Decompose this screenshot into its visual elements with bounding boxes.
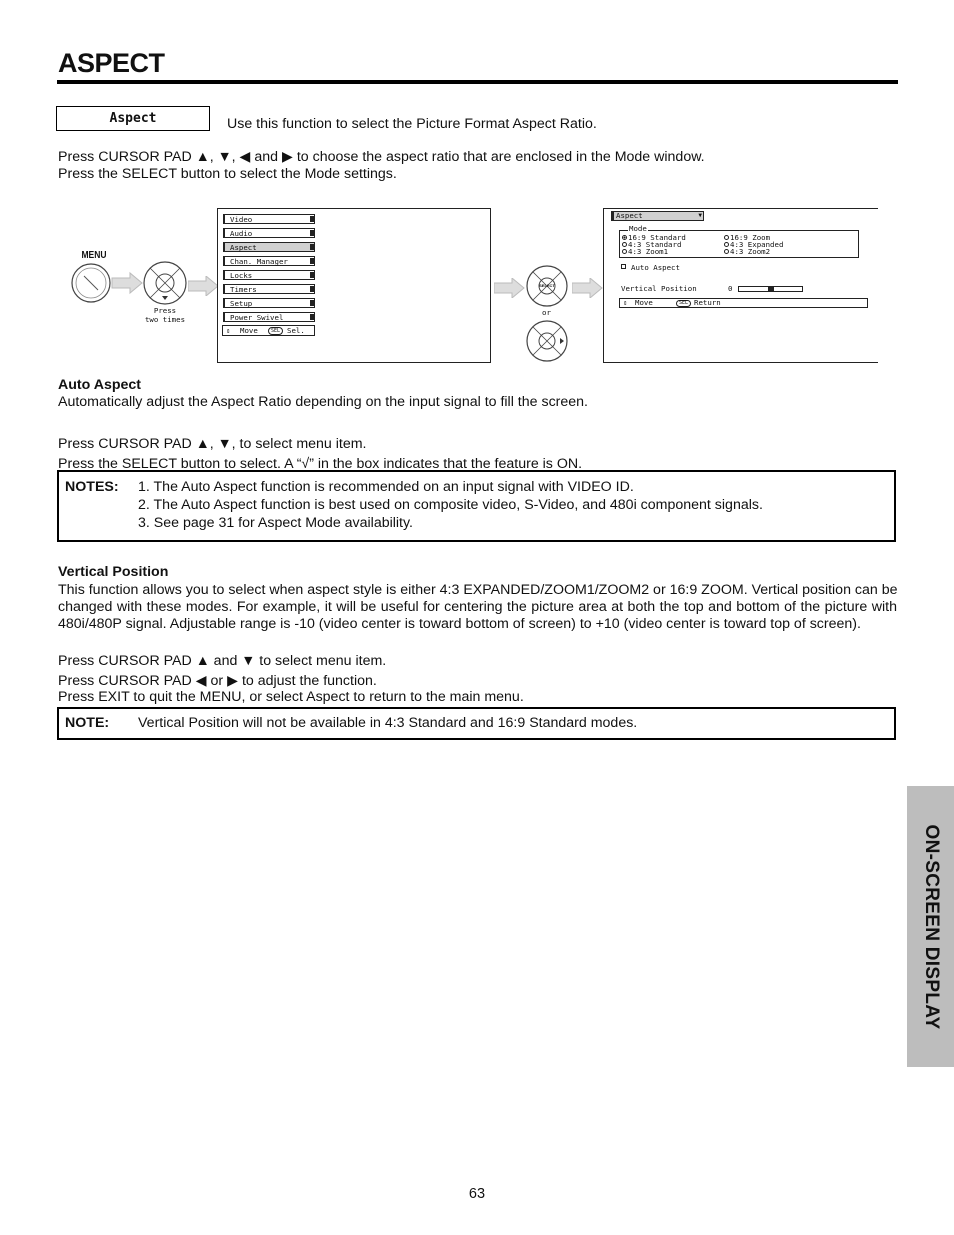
main-menu-footer (222, 325, 315, 336)
mode-option-label: 4:3 Expanded (730, 240, 784, 249)
vertical-position-para-2: changed with these modes. For example, it will be useful for centering the picture area at both the top and bottom of the picture with (58, 599, 897, 615)
slider-thumb[interactable] (768, 287, 774, 291)
mode-option-label: 4:3 Zoom1 (628, 247, 669, 256)
mode-option-label: 16:9 Zoom (730, 233, 771, 242)
vertical-position-para-1: This function allows you to select when aspect style is either 4:3 EXPANDED/ZOOM1/ZOOM2 or 16:9 ZOOM. Vertical position can be (58, 582, 898, 598)
aspect-label-box: Aspect (56, 106, 210, 131)
note-item-3: 3. See page 31 for Aspect Mode availability. (138, 515, 413, 531)
main-menu-item[interactable]: Locks (223, 270, 315, 280)
vertical-position-step-3: Press EXIT to quit the MENU, or select Aspect to return to the main menu. (58, 689, 524, 705)
mode-radio[interactable] (724, 242, 729, 247)
sel-icon: SEL (268, 327, 283, 335)
intro-instruction-1: Press CURSOR PAD ▲, ▼, ◀ and ▶ to choose the aspect ratio that are enclosed in the Mode window. (58, 149, 705, 165)
vertical-position-slider[interactable] (738, 286, 803, 292)
mode-option-label: 4:3 Standard (628, 240, 682, 249)
main-menu-item[interactable]: Aspect (223, 242, 315, 252)
main-menu-item[interactable]: Audio (223, 228, 315, 238)
main-menu-item[interactable]: Chan. Manager (223, 256, 315, 266)
arrow-right-icon (572, 278, 604, 298)
auto-aspect-checkbox[interactable] (621, 264, 626, 269)
press-caption-2: two times (144, 315, 186, 324)
footer-move: Move (240, 326, 258, 335)
mode-radio[interactable] (724, 235, 729, 240)
main-menu-item[interactable]: Timers (223, 284, 315, 294)
mode-label: Mode (629, 224, 647, 233)
aspect-menu-screen (603, 208, 878, 363)
auto-aspect-label: Auto Aspect (631, 263, 680, 272)
note-label: NOTE: (65, 715, 110, 731)
note-item-2: 2. The Auto Aspect function is best used on composite video, S-Video, and 480i component signals. (138, 497, 763, 513)
vertical-position-label: Vertical Position (621, 284, 697, 293)
vertical-position-step-1: Press CURSOR PAD ▲ and ▼ to select menu item. (58, 653, 387, 669)
vertical-position-step-2: Press CURSOR PAD ◀ or ▶ to adjust the function. (58, 673, 377, 689)
aspect-menu-header (611, 211, 704, 221)
auto-aspect-step-2: Press the SELECT button to select. A “√” in the box indicates that the feature is ON. (58, 456, 583, 472)
intro-instruction-2: Press the SELECT button to select the Mode settings. (58, 166, 397, 182)
mode-radio[interactable] (622, 249, 627, 254)
mode-radio[interactable] (724, 249, 729, 254)
mode-radio[interactable] (622, 242, 627, 247)
footer-return: Return (694, 298, 721, 307)
title-rule (57, 80, 898, 84)
vertical-position-para-3: 480i/480P signal. Adjustable range is -10 (video center is toward bottom of screen) to +10 (video center is toward top of screen). (58, 616, 861, 632)
sel-icon: SEL (676, 300, 691, 307)
vertical-position-value: 0 (728, 284, 733, 293)
note-text: Vertical Position will not be available in 4:3 Standard and 16:9 Standard modes. (138, 715, 638, 731)
chevron-down-icon: ▼ (698, 212, 702, 219)
intro-description: Use this function to select the Picture Format Aspect Ratio. (227, 116, 597, 132)
updown-icon: ⇕ (623, 298, 628, 307)
menu-label: MENU (81, 250, 107, 261)
vertical-position-heading: Vertical Position (58, 564, 169, 580)
footer-sel: Sel. (287, 326, 305, 335)
mode-radio[interactable] (622, 235, 627, 240)
section-side-tab (907, 786, 954, 1067)
side-tab-label: ON-SCREEN DISPLAY (920, 824, 942, 1029)
note-item-1: 1. The Auto Aspect function is recommended on an input signal with VIDEO ID. (138, 479, 634, 495)
auto-aspect-text: Automatically adjust the Aspect Ratio depending on the input signal to fill the screen. (58, 394, 588, 410)
main-menu-item[interactable]: Video (223, 214, 315, 224)
mode-option-label: 4:3 Zoom2 (730, 247, 771, 256)
page-number: 63 (468, 1186, 486, 1202)
mode-option-label: 16:9 Standard (628, 233, 686, 242)
updown-icon: ⇕ (226, 326, 231, 335)
aspect-header-label: Aspect (616, 211, 643, 220)
auto-aspect-heading: Auto Aspect (58, 377, 142, 393)
remote-illustration (70, 258, 200, 308)
press-caption-1: Press (153, 306, 177, 315)
notes-label: NOTES: (65, 479, 119, 495)
main-menu-item[interactable]: Power Swivel (223, 312, 315, 322)
arrow-right-icon (112, 273, 142, 293)
arrow-right-icon (188, 276, 220, 296)
arrow-right-icon (494, 278, 526, 298)
main-menu-item[interactable]: Setup (223, 298, 315, 308)
page-title: ASPECT (58, 48, 165, 78)
or-label: or (542, 308, 551, 317)
aspect-menu-footer (619, 298, 868, 308)
select-button-label: SELECT (539, 283, 555, 288)
main-menu-screen (217, 208, 491, 363)
footer-move: Move (635, 298, 653, 307)
auto-aspect-step-1: Press CURSOR PAD ▲, ▼, to select menu item. (58, 436, 367, 452)
